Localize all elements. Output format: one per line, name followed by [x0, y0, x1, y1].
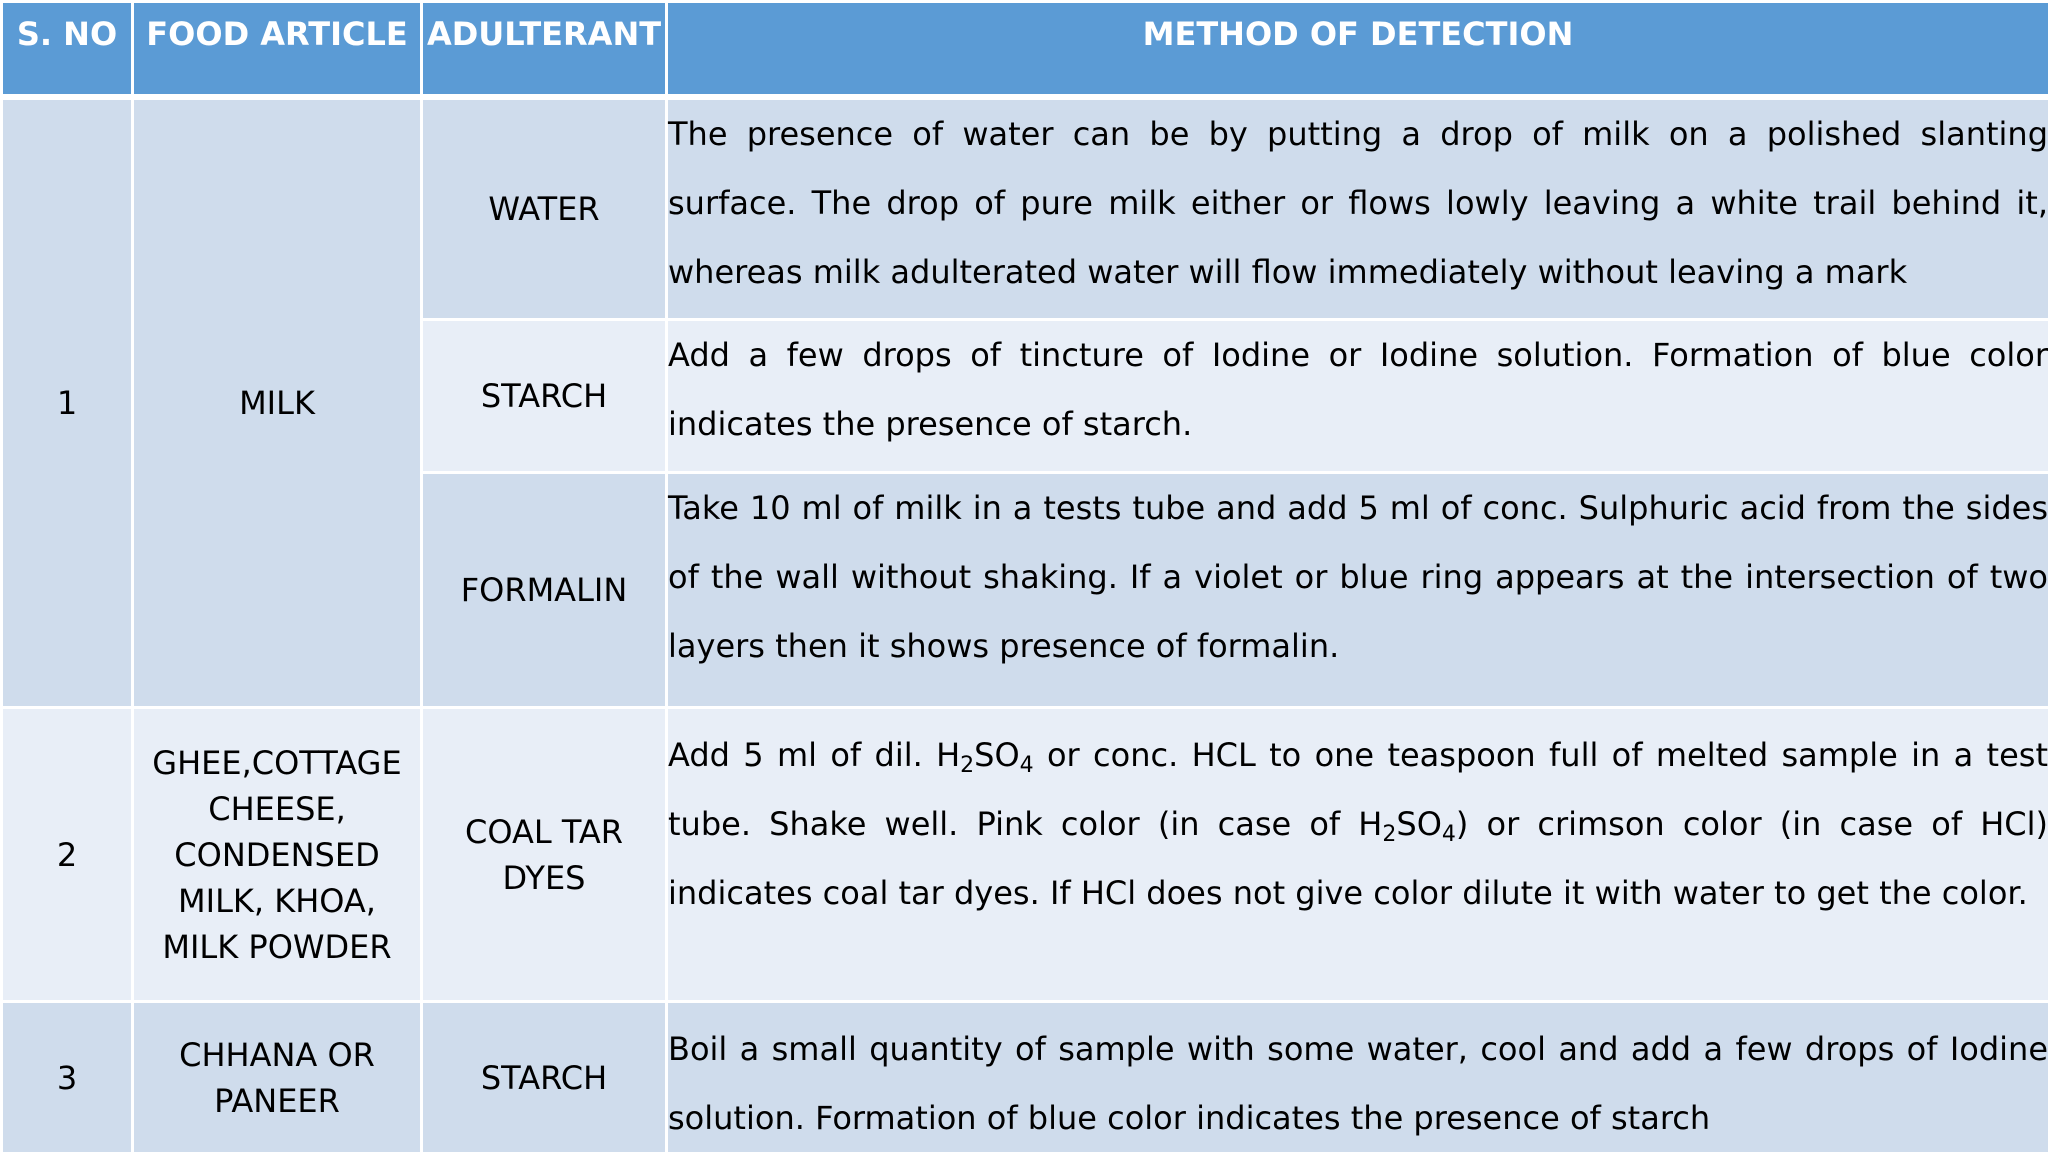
method-cell: Add a few drops of tincture of Iodine or Iodine solution. Formation of blue color indicates the presence of starch. [667, 320, 2048, 473]
header-food-article: FOOD ARTICLE [133, 2, 422, 97]
table-header-row [2, 2, 2048, 97]
adulterant-cell: COAL TAR DYES [422, 708, 667, 1002]
adulterant-cell: STARCH [422, 1002, 667, 1152]
food-article-cell: CHHANA OR PANEER [133, 1002, 422, 1152]
method-cell: Add 5 ml of dil. $H_2SO_4$ or conc. HCL to one teaspoon full of melted sample in a test tube. Shake well. Pink color (in case of $H_2SO_4$) or crimson color (in case of HCl) indicates coal tar dyes. If HCl does not give color dilute it with water to get the color. [667, 708, 2048, 1002]
sno-cell: 2 [2, 708, 133, 1002]
table-row [2, 97, 2048, 320]
header-method: METHOD OF DETECTION [667, 2, 2048, 97]
food-article-cell: GHEE,COTTAGE CHEESE, CONDENSED MILK, KHOA, MILK POWDER [133, 708, 422, 1002]
method-cell: Take 10 ml of milk in a tests tube and add 5 ml of conc. Sulphuric acid from the sides of the wall without shaking. If a violet or blue ring appears at the intersection of two layers then it shows presence of formalin. [667, 473, 2048, 708]
header-sno: S. NO [2, 2, 133, 97]
adulterant-cell: WATER [422, 97, 667, 320]
header-adulterant: ADULTERANT [422, 2, 667, 97]
table-row [2, 1002, 2048, 1152]
method-cell: The presence of water can be by putting a drop of milk on a polished slanting surface. The drop of pure milk either or flows lowly leaving a white trail behind it, whereas milk adulterated water will flow immediately without leaving a mark [667, 97, 2048, 320]
method-cell: Boil a small quantity of sample with some water, cool and add a few drops of Iodine solution. Formation of blue color indicates the presence of starch [667, 1002, 2048, 1152]
sno-cell: 3 [2, 1002, 133, 1152]
adulterant-cell: STARCH [422, 320, 667, 473]
table-row [2, 708, 2048, 1002]
food-article-cell: MILK [133, 97, 422, 708]
sno-cell: 1 [2, 97, 133, 708]
adulterant-cell: FORMALIN [422, 473, 667, 708]
